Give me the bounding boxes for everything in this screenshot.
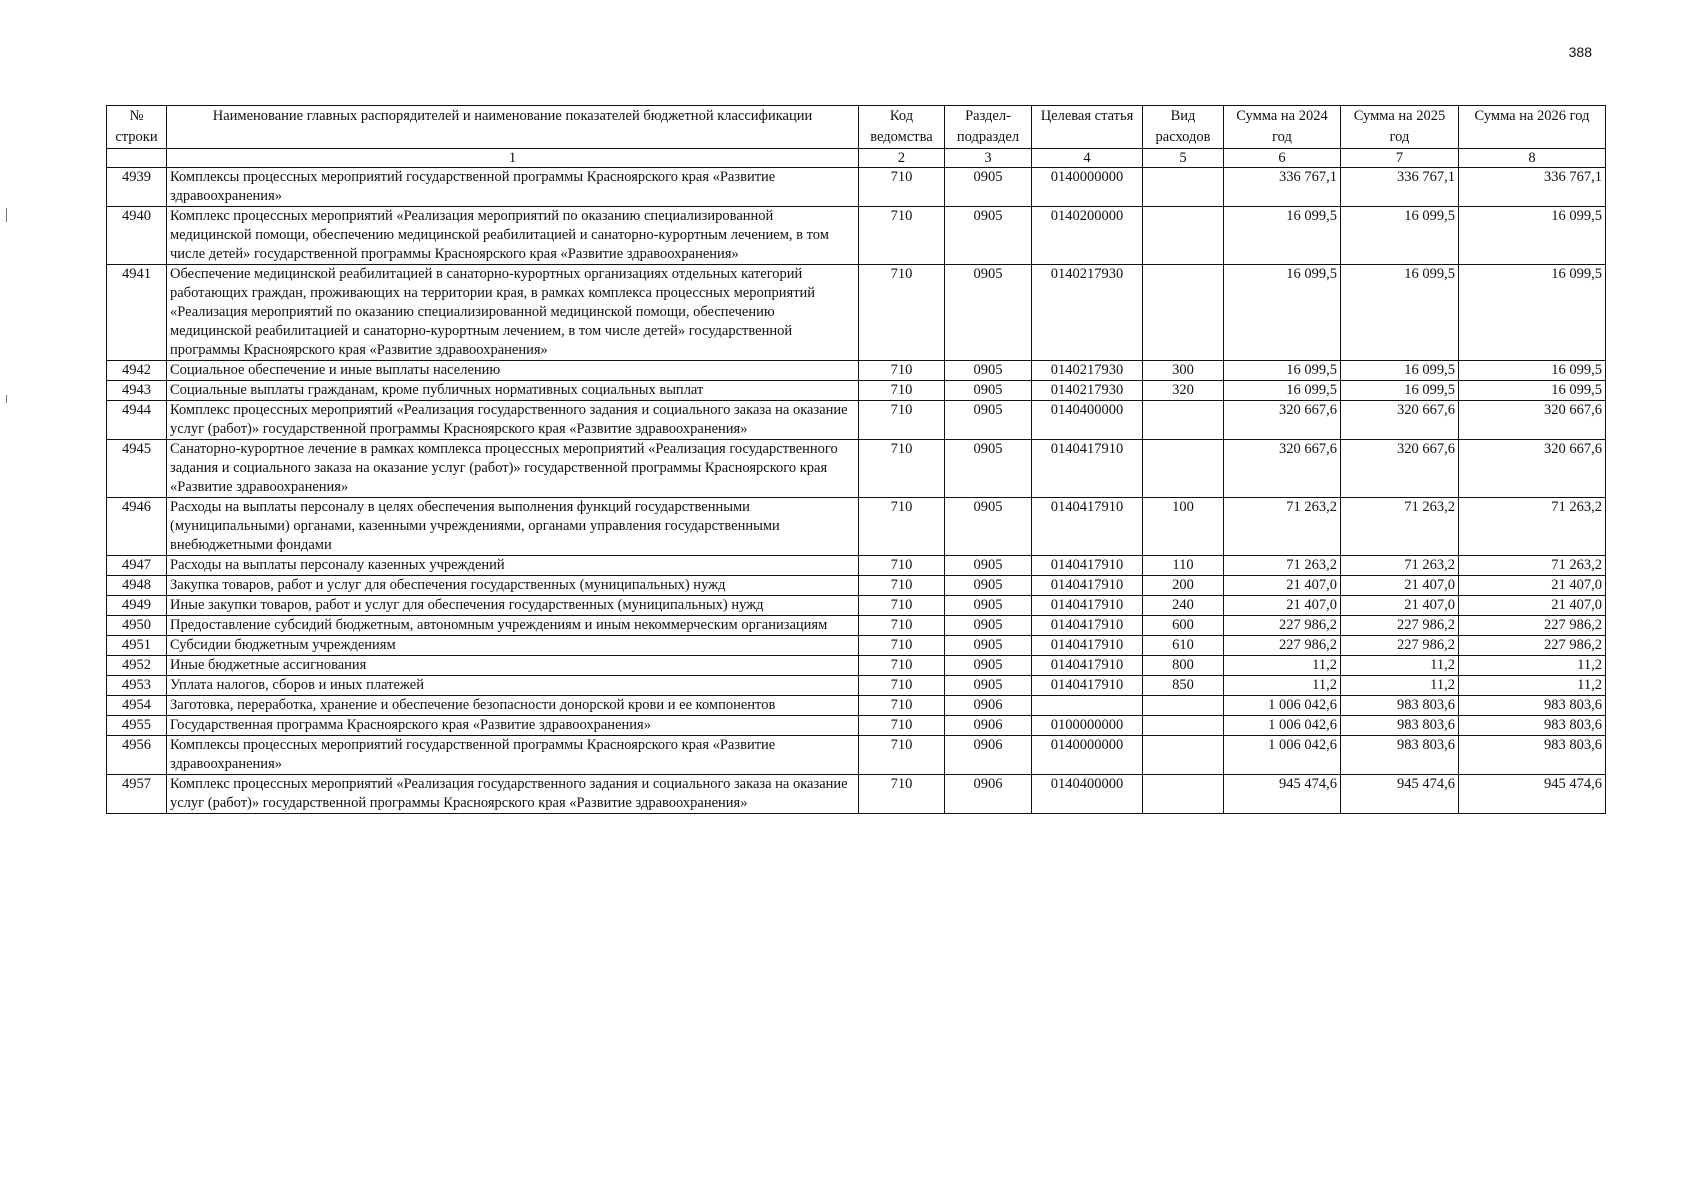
sum-2026: 983 803,6: [1459, 716, 1606, 736]
expense-kind: 300: [1143, 361, 1224, 381]
department-code: 710: [859, 576, 945, 596]
header-department-code: Код ведомства: [859, 106, 945, 149]
table-row: [107, 656, 1606, 676]
row-number: 4956: [107, 736, 167, 775]
sum-2025: 16 099,5: [1341, 207, 1459, 265]
expense-kind: 610: [1143, 636, 1224, 656]
expense-kind: [1143, 716, 1224, 736]
target-article: 0140000000: [1032, 736, 1143, 775]
section-code: 0905: [945, 361, 1032, 381]
header-sum-2025: Сумма на 2025 год: [1341, 106, 1459, 149]
expense-kind: 800: [1143, 656, 1224, 676]
row-name: Комплекс процессных мероприятий «Реализация государственного задания и социального заказа на оказание услуг (работ)» государственной программы Красноярского края «Развитие здравоохранения»: [167, 401, 859, 440]
sum-2024: 227 986,2: [1224, 616, 1341, 636]
expense-kind: 240: [1143, 596, 1224, 616]
sum-2024: 320 667,6: [1224, 440, 1341, 498]
sum-2025: 320 667,6: [1341, 401, 1459, 440]
header-target-article: Целевая статья: [1032, 106, 1143, 149]
department-code: 710: [859, 556, 945, 576]
target-article: 0140417910: [1032, 556, 1143, 576]
sum-2024: 71 263,2: [1224, 498, 1341, 556]
sum-2026: 227 986,2: [1459, 636, 1606, 656]
sum-2026: 71 263,2: [1459, 498, 1606, 556]
sum-2026: 983 803,6: [1459, 696, 1606, 716]
expense-kind: 100: [1143, 498, 1224, 556]
row-name: Расходы на выплаты персоналу в целях обеспечения выполнения функций государственными (муниципальными) органами, казенными учреждениями, органами управления государственными внебюджетными фондами: [167, 498, 859, 556]
column-index: 2: [859, 149, 945, 168]
row-name: Санаторно-курортное лечение в рамках комплекса процессных мероприятий «Реализация государственного задания и социального заказа на оказание услуг (работ)» государственной программы Красноярского края «Развитие здравоохранения»: [167, 440, 859, 498]
sum-2025: 11,2: [1341, 676, 1459, 696]
row-number: 4951: [107, 636, 167, 656]
row-name: Субсидии бюджетным учреждениям: [167, 636, 859, 656]
column-index: 8: [1459, 149, 1606, 168]
expense-kind: [1143, 736, 1224, 775]
column-index: 7: [1341, 149, 1459, 168]
table-row: [107, 381, 1606, 401]
department-code: 710: [859, 656, 945, 676]
header-name: Наименование главных распорядителей и наименование показателей бюджетной классификации: [167, 106, 859, 149]
column-index: 1: [167, 149, 859, 168]
sum-2025: 983 803,6: [1341, 716, 1459, 736]
sum-2025: 320 667,6: [1341, 440, 1459, 498]
department-code: 710: [859, 716, 945, 736]
expense-kind: [1143, 401, 1224, 440]
row-number: 4939: [107, 168, 167, 207]
target-article: [1032, 696, 1143, 716]
expense-kind: [1143, 265, 1224, 361]
target-article: 0140000000: [1032, 168, 1143, 207]
row-name: Иные закупки товаров, работ и услуг для обеспечения государственных (муниципальных) нужд: [167, 596, 859, 616]
sum-2026: 16 099,5: [1459, 265, 1606, 361]
sum-2024: 336 767,1: [1224, 168, 1341, 207]
sum-2024: 11,2: [1224, 676, 1341, 696]
sum-2024: 320 667,6: [1224, 401, 1341, 440]
expense-kind: 600: [1143, 616, 1224, 636]
expense-kind: 850: [1143, 676, 1224, 696]
department-code: 710: [859, 616, 945, 636]
row-name: Комплекс процессных мероприятий «Реализация государственного задания и социального заказа на оказание услуг (работ)» государственной программы Красноярского края «Развитие здравоохранения»: [167, 775, 859, 814]
sum-2024: 1 006 042,6: [1224, 716, 1341, 736]
page-number: 388: [1568, 44, 1592, 60]
sum-2025: 16 099,5: [1341, 381, 1459, 401]
sum-2024: 16 099,5: [1224, 265, 1341, 361]
sum-2024: 1 006 042,6: [1224, 696, 1341, 716]
section-code: 0905: [945, 440, 1032, 498]
department-code: 710: [859, 361, 945, 381]
column-index: [107, 149, 167, 168]
row-name: Закупка товаров, работ и услуг для обеспечения государственных (муниципальных) нужд: [167, 576, 859, 596]
table-body: [107, 168, 1606, 814]
section-code: 0906: [945, 716, 1032, 736]
sum-2025: 227 986,2: [1341, 636, 1459, 656]
target-article: 0140400000: [1032, 775, 1143, 814]
row-name: Иные бюджетные ассигнования: [167, 656, 859, 676]
section-code: 0905: [945, 168, 1032, 207]
row-number: 4940: [107, 207, 167, 265]
expense-kind: 320: [1143, 381, 1224, 401]
department-code: 710: [859, 401, 945, 440]
sum-2024: 11,2: [1224, 656, 1341, 676]
sum-2024: 21 407,0: [1224, 576, 1341, 596]
row-number: 4945: [107, 440, 167, 498]
sum-2026: 71 263,2: [1459, 556, 1606, 576]
row-number: 4943: [107, 381, 167, 401]
section-code: 0905: [945, 498, 1032, 556]
sum-2024: 71 263,2: [1224, 556, 1341, 576]
target-article: 0140417910: [1032, 576, 1143, 596]
expense-kind: [1143, 168, 1224, 207]
table-row: [107, 576, 1606, 596]
sum-2024: 16 099,5: [1224, 381, 1341, 401]
row-name: Обеспечение медицинской реабилитацией в санаторно-курортных организациях отдельных категорий работающих граждан, проживающих на территории края, в рамках комплекса процессных мероприятий «Реализация мероприятий по оказанию специализированной медицинской помощи, обеспечению медицинской реабилитацией и санаторно-курортным лечением, в том числе детей» государственной программы Красноярского края «Развитие здравоохранения»: [167, 265, 859, 361]
header-row: [107, 106, 1606, 149]
row-name: Комплексы процессных мероприятий государственной программы Красноярского края «Развитие здравоохранения»: [167, 168, 859, 207]
department-code: 710: [859, 440, 945, 498]
target-article: 0140217930: [1032, 381, 1143, 401]
expense-kind: [1143, 440, 1224, 498]
section-code: 0905: [945, 576, 1032, 596]
sum-2024: 227 986,2: [1224, 636, 1341, 656]
table-row: [107, 775, 1606, 814]
row-name: Социальное обеспечение и иные выплаты населению: [167, 361, 859, 381]
sum-2024: 16 099,5: [1224, 207, 1341, 265]
sum-2025: 21 407,0: [1341, 596, 1459, 616]
row-number: 4948: [107, 576, 167, 596]
expense-kind: [1143, 207, 1224, 265]
target-article: 0140417910: [1032, 616, 1143, 636]
row-name: Заготовка, переработка, хранение и обеспечение безопасности донорской крови и ее компонентов: [167, 696, 859, 716]
sum-2025: 945 474,6: [1341, 775, 1459, 814]
sum-2026: 16 099,5: [1459, 207, 1606, 265]
table-row: [107, 498, 1606, 556]
sum-2026: 11,2: [1459, 656, 1606, 676]
section-code: 0905: [945, 265, 1032, 361]
expense-kind: 110: [1143, 556, 1224, 576]
row-number: 4954: [107, 696, 167, 716]
header-sum-2026: Сумма на 2026 год: [1459, 106, 1606, 149]
row-number: 4941: [107, 265, 167, 361]
sum-2026: 227 986,2: [1459, 616, 1606, 636]
row-number: 4942: [107, 361, 167, 381]
row-number: 4953: [107, 676, 167, 696]
column-index-row: [107, 149, 1606, 168]
row-number: 4947: [107, 556, 167, 576]
sum-2024: 21 407,0: [1224, 596, 1341, 616]
sum-2026: 320 667,6: [1459, 440, 1606, 498]
section-code: 0905: [945, 401, 1032, 440]
sum-2024: 16 099,5: [1224, 361, 1341, 381]
section-code: 0905: [945, 596, 1032, 616]
table-row: [107, 556, 1606, 576]
table-row: [107, 696, 1606, 716]
target-article: 0140417910: [1032, 440, 1143, 498]
column-index: 5: [1143, 149, 1224, 168]
sum-2025: 71 263,2: [1341, 556, 1459, 576]
sum-2025: 983 803,6: [1341, 736, 1459, 775]
row-number: 4957: [107, 775, 167, 814]
row-name: Государственная программа Красноярского края «Развитие здравоохранения»: [167, 716, 859, 736]
target-article: 0140217930: [1032, 265, 1143, 361]
section-code: 0906: [945, 775, 1032, 814]
row-number: 4944: [107, 401, 167, 440]
sum-2024: 1 006 042,6: [1224, 736, 1341, 775]
table-row: [107, 361, 1606, 381]
column-index: 3: [945, 149, 1032, 168]
department-code: 710: [859, 168, 945, 207]
department-code: 710: [859, 207, 945, 265]
section-code: 0905: [945, 207, 1032, 265]
department-code: 710: [859, 381, 945, 401]
sum-2025: 71 263,2: [1341, 498, 1459, 556]
target-article: 0140417910: [1032, 596, 1143, 616]
target-article: 0140200000: [1032, 207, 1143, 265]
sum-2025: 16 099,5: [1341, 265, 1459, 361]
sum-2026: 983 803,6: [1459, 736, 1606, 775]
target-article: 0140417910: [1032, 636, 1143, 656]
sum-2026: 320 667,6: [1459, 401, 1606, 440]
row-number: 4950: [107, 616, 167, 636]
table-row: [107, 676, 1606, 696]
section-code: 0905: [945, 636, 1032, 656]
department-code: 710: [859, 736, 945, 775]
table-row: [107, 616, 1606, 636]
sum-2025: 16 099,5: [1341, 361, 1459, 381]
table-row: [107, 401, 1606, 440]
table-row: [107, 207, 1606, 265]
target-article: 0140417910: [1032, 498, 1143, 556]
section-code: 0905: [945, 381, 1032, 401]
row-number: 4955: [107, 716, 167, 736]
table-row: [107, 736, 1606, 775]
section-code: 0905: [945, 556, 1032, 576]
section-code: 0906: [945, 736, 1032, 775]
sum-2026: 336 767,1: [1459, 168, 1606, 207]
row-name: Предоставление субсидий бюджетным, автономным учреждениям и иным некоммерческим организациям: [167, 616, 859, 636]
header-sum-2024: Сумма на 2024 год: [1224, 106, 1341, 149]
row-name: Комплексы процессных мероприятий государственной программы Красноярского края «Развитие здравоохранения»: [167, 736, 859, 775]
budget-table: [106, 105, 1606, 814]
target-article: 0140217930: [1032, 361, 1143, 381]
table-row: [107, 168, 1606, 207]
department-code: 710: [859, 676, 945, 696]
sum-2025: 227 986,2: [1341, 616, 1459, 636]
expense-kind: [1143, 696, 1224, 716]
target-article: 0140400000: [1032, 401, 1143, 440]
section-code: 0905: [945, 676, 1032, 696]
target-article: 0140417910: [1032, 656, 1143, 676]
department-code: 710: [859, 498, 945, 556]
row-number: 4949: [107, 596, 167, 616]
department-code: 710: [859, 265, 945, 361]
header-section: Раздел-подраздел: [945, 106, 1032, 149]
expense-kind: [1143, 775, 1224, 814]
sum-2025: 336 767,1: [1341, 168, 1459, 207]
sum-2026: 16 099,5: [1459, 361, 1606, 381]
row-number: 4952: [107, 656, 167, 676]
department-code: 710: [859, 636, 945, 656]
expense-kind: 200: [1143, 576, 1224, 596]
column-index: 4: [1032, 149, 1143, 168]
sum-2024: 945 474,6: [1224, 775, 1341, 814]
table-row: [107, 596, 1606, 616]
section-code: 0905: [945, 656, 1032, 676]
header-expense-kind: Вид расходов: [1143, 106, 1224, 149]
section-code: 0906: [945, 696, 1032, 716]
department-code: 710: [859, 775, 945, 814]
scan-mark: [6, 395, 7, 403]
department-code: 710: [859, 596, 945, 616]
scan-mark: [6, 208, 7, 222]
sum-2025: 21 407,0: [1341, 576, 1459, 596]
table-row: [107, 636, 1606, 656]
sum-2026: 11,2: [1459, 676, 1606, 696]
target-article: 0140417910: [1032, 676, 1143, 696]
sum-2025: 983 803,6: [1341, 696, 1459, 716]
row-name: Социальные выплаты гражданам, кроме публичных нормативных социальных выплат: [167, 381, 859, 401]
section-code: 0905: [945, 616, 1032, 636]
sum-2026: 21 407,0: [1459, 576, 1606, 596]
target-article: 0100000000: [1032, 716, 1143, 736]
table-row: [107, 716, 1606, 736]
sum-2026: 21 407,0: [1459, 596, 1606, 616]
row-name: Комплекс процессных мероприятий «Реализация мероприятий по оказанию специализированной медицинской помощи, обеспечению медицинской реабилитацией и санаторно-курортным лечением, в том числе детей» государственной программы Красноярского края «Развитие здравоохранения»: [167, 207, 859, 265]
row-name: Уплата налогов, сборов и иных платежей: [167, 676, 859, 696]
header-row-number: № строки: [107, 106, 167, 149]
table-row: [107, 265, 1606, 361]
sum-2026: 16 099,5: [1459, 381, 1606, 401]
sum-2025: 11,2: [1341, 656, 1459, 676]
table-row: [107, 440, 1606, 498]
column-index: 6: [1224, 149, 1341, 168]
row-name: Расходы на выплаты персоналу казенных учреждений: [167, 556, 859, 576]
sum-2026: 945 474,6: [1459, 775, 1606, 814]
department-code: 710: [859, 696, 945, 716]
row-number: 4946: [107, 498, 167, 556]
